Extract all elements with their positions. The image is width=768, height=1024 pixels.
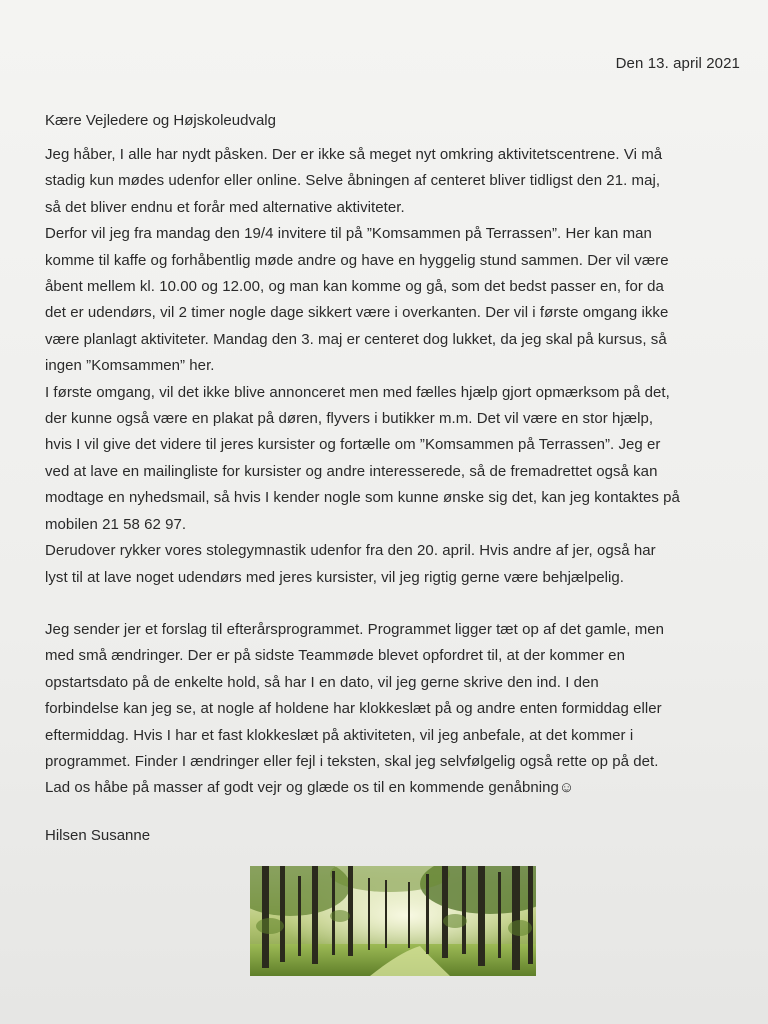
body-line: hvis I vil give det videre til jeres kursister og fortælle om ”Komsammen på Terrassen”. Jeg er [45,436,661,454]
body-line: opstartsdato på de enkelte hold, så har I en dato, vil jeg gerne skrive den ind. I den [45,673,599,691]
body-line: åbent mellem kl. 10.00 og 12.00, og man kan komme og gå, som det bedst passer en, for da [45,278,664,296]
body-line: stadig kun mødes udenfor eller online. Selve åbningen af centeret bliver tidligst den 21. maj, [45,172,661,190]
body-line: det er udendørs, vil 2 timer nogle dage sikkert være i overkanten. Der vil i første omgang ikke [45,304,669,322]
salutation: Kære Vejledere og Højskoleudvalg [45,112,276,129]
body-line: så det bliver endnu et forår med alternative aktiviteter. [45,198,405,216]
body-line: være planlagt aktiviteter. Mandag den 3. maj er centeret dog lukket, da jeg skal på kursus, så [45,330,667,348]
body-line: Lad os håbe på masser af godt vejr og glæde os til en kommende genåbning☺ [45,779,575,797]
body-line: Jeg sender jer et forslag til efterårsprogrammet. Programmet ligger tæt op af det gamle, men [45,620,665,638]
body-line: Derudover rykker vores stolegymnastik udenfor fra den 20. april. Hvis andre af jer, også har [45,542,656,560]
letter-body [45,142,745,802]
body-line: programmet. Finder I ændringer eller fejl i teksten, skal jeg selvfølgelig også rette op på det. [45,752,659,770]
body-line: Derfor vil jeg fra mandag den 19/4 invitere til på ”Komsammen på Terrassen”. Her kan man [45,225,652,243]
body-line: lyst til at lave noget udendørs med jeres kursister, vil jeg rigtig gerne være behjælpelig. [45,568,624,586]
body-line: eftermiddag. Hvis I har et fast klokkeslæt på aktiviteten, vil jeg anbefale, at det kommer i [45,726,634,744]
body-line: med små ændringer. Der er på sidste Teammøde blevet opfordret til, at der kommer en [45,647,625,665]
body-line: mobilen 21 58 62 97. [45,515,187,533]
body-line: Jeg håber, I alle har nydt påsken. Der er ikke så meget nyt omkring aktivitetscentrene. Vi må [45,146,663,163]
letter-date: Den 13. april 2021 [615,55,740,72]
body-line: forbindelse kan jeg se, at nogle af holdene har klokkeslæt på og andre enten formiddag eller [45,700,662,718]
body-line: ingen ”Komsammen” her. [45,357,215,375]
signoff: Hilsen Susanne [45,827,151,844]
body-line: ved at lave en mailingliste for kursister og andre interesserede, så de fremadrettet også kan [45,462,658,480]
body-line: der kunne også være en plakat på døren, flyvers i butikker m.m. Det vil være en stor hjælp, [45,410,654,428]
body-line: modtage en nyhedsmail, så hvis I kender nogle som kunne ønske sig det, kan jeg kontaktes på [45,489,680,507]
body-line: komme til kaffe og forhåbentlig møde andre og have en hyggelig stund sammen. Der vil være [45,251,669,269]
forest-photo-icon [250,866,536,976]
body-line: I første omgang, vil det ikke blive annonceret men med fælles hjælp gjort opmærksom på det, [45,383,670,401]
